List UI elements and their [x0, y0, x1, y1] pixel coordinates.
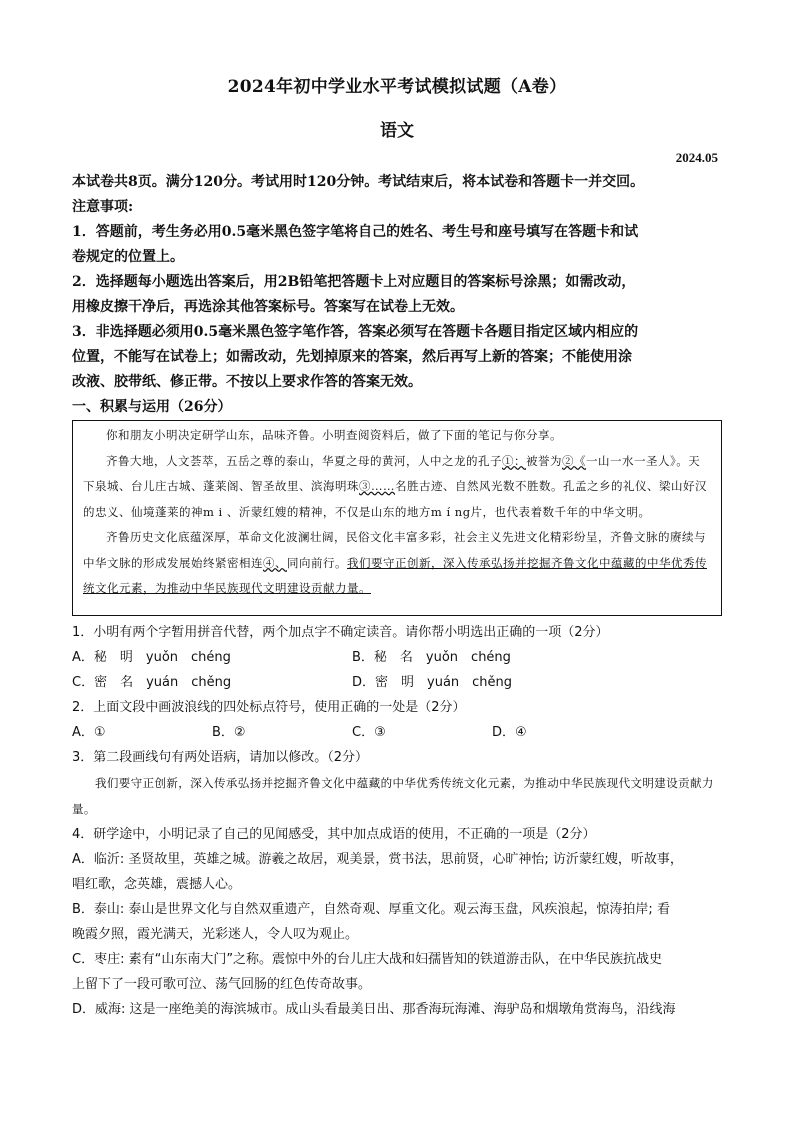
question-3-quote: 我们要守正创新，深入传承弘扬并挖掘齐鲁文化中蕴藏的中华优秀传统文化元素，为推动中华民族现代文明建设贡献力量。 — [72, 776, 714, 816]
intro-line: 本试卷共8页。满分120分。考试用时120分钟。考试结束后，将本试卷和答题卡一并交回。 — [72, 174, 645, 190]
q2-option-b: B．② — [212, 725, 246, 740]
q1-option-b: B．秘 名 yuǒn chéng — [352, 650, 511, 665]
q1-option-a: A．秘 明 yuǒn chéng — [72, 650, 231, 665]
punct-mark-2: ②《 — [562, 453, 586, 468]
q4-option-a-line-2: 唱红歌，念英雄，震撼人心。 — [72, 877, 242, 892]
q4-option-a-line-1: A．临沂: 圣贤故里，英雄之城。游羲之故居，观美景，赏书法，思前贤，心旷神怡; 访沂蒙红嫂，听故事， — [72, 852, 683, 867]
reading-passage-box — [72, 420, 722, 616]
subject-title: 语文 — [380, 121, 414, 141]
punct-mark-3: ③…… — [359, 479, 395, 493]
passage-paragraph-2: 齐鲁大地，人文荟萃，五岳之尊的泰山，华夏之母的黄河，人中之龙的孔子①：被誉为②《一山一水一圣人》。天下泉城、台儿庄古城、蓬莱阁、智圣故里、滨海明珠③……名胜古迹、自然风光数不胜数。孔孟之乡的礼仪、梁山好汉的忠义、仙境蓬莱的神m i 、沂蒙红嫂的精神，不仅是山东的地方m í ng片，也代表着数千年的中华文明。 — [83, 453, 707, 519]
question-4: 4．研学途中，小明记录了自己的见闻感受，其中加点成语的使用，不正确的一项是（2分） — [72, 827, 596, 842]
q4-option-d-line-1: D．威海: 这是一座绝美的海滨城市。成山头看最美日出、那香海玩海滩、海驴岛和烟墩角赏海鸟，沿线海 — [72, 1002, 676, 1017]
questions — [72, 620, 722, 1022]
q4-option-c-line-1: C．枣庄: 素有“山东南大门”之称。震惊中外的台儿庄大战和妇孺皆知的铁道游击队，在中华民族抗战史 — [72, 952, 663, 967]
note-2-line-1: 2．选择题每小题选出答案后，用2B铅笔把答题卡上对应题目的答案标号涂黑；如需改动， — [72, 274, 636, 290]
q4-option-c-line-2: 上留下了一段可歌可泣、荡气回肠的红色传奇故事。 — [72, 977, 372, 992]
exam-date: 2024.05 — [675, 150, 718, 165]
notice-title: 注意事项: — [72, 199, 134, 215]
note-1-line-2: 卷规定的位置上。 — [72, 249, 184, 265]
question-1-options — [72, 645, 722, 695]
question-2-options — [72, 720, 722, 745]
note-1-line-1: 1．答题前，考生务必用0.5毫米黑色签字笔将自己的姓名、考生号和座号填写在答题卡和试 — [72, 224, 639, 240]
section-heading: 一、积累与运用（26分） — [72, 399, 232, 415]
q2-option-c: C．③ — [352, 725, 386, 740]
instructions — [72, 170, 722, 420]
exam-title: 2024年初中学业水平考试模拟试题（A卷） — [227, 77, 567, 97]
q2-option-a: A．① — [72, 725, 106, 740]
punct-mark-1: ①： — [502, 453, 526, 468]
passage-paragraph-1: 你和朋友小明决定研学山东，品味齐鲁。小明查阅资料后，做了下面的笔记与你分享。 — [106, 428, 562, 442]
punct-mark-4: ④、 — [263, 555, 287, 570]
q1-option-c: C．密 名 yuán chěng — [72, 675, 232, 690]
note-3-line-2: 位置，不能写在试卷上；如需改动，先划掉原来的答案，然后再写上新的答案；不能使用涂 — [72, 349, 632, 365]
q4-option-b-line-1: B．泰山: 泰山是世界文化与自然双重遗产，自然奇观、厚重文化。观云海玉盘，风疾浪起，惊涛拍岸; 看 — [72, 902, 670, 917]
note-2-line-2: 用橡皮擦干净后，再选涂其他答案标号。答案写在试卷上无效。 — [72, 299, 464, 315]
note-3-line-1: 3．非选择题必须用0.5毫米黑色签字笔作答，答案必须写在答题卡各题目指定区域内相应的 — [72, 324, 639, 340]
question-1: 1．小明有两个字暂用拼音代替，两个加点字不确定读音。请你帮小明选出正确的一项（2分） — [72, 625, 609, 640]
question-3: 3．第二段画线句有两处语病，请加以修改。（2分） — [72, 750, 369, 765]
passage-paragraph-3: 齐鲁历史文化底蕴深厚，革命文化波澜壮阔，民俗文化丰富多彩，社会主义先进文化精彩纷呈，齐鲁文脉的赓续与中华文脉的形成发展始终紧密相连④、同向前行。我们要守正创新，深入传承弘扬并挖掘齐鲁文化中蕴藏的中华优秀传统文化元素，为推动中华民族现代文明建设贡献力量。 — [83, 530, 707, 595]
note-3-line-3: 改液、胶带纸、修正带。不按以上要求作答的答案无效。 — [72, 374, 422, 390]
question-2: 2．上面文段中画波浪线的四处标点符号，使用正确的一处是（2分） — [72, 700, 466, 715]
underlined-sentence: 我们要守正创新，深入传承弘扬并挖掘齐鲁文化中蕴藏的中华优秀传统文化元素，为推动中华民族现代文明建设贡献力量。 — [83, 555, 707, 595]
q2-option-d: D．④ — [492, 725, 527, 740]
q4-option-b-line-2: 晚霞夕照，霞光满天，光彩迷人，令人叹为观止。 — [72, 927, 359, 942]
q1-option-d: D．密 明 yuán chěng — [352, 675, 513, 690]
